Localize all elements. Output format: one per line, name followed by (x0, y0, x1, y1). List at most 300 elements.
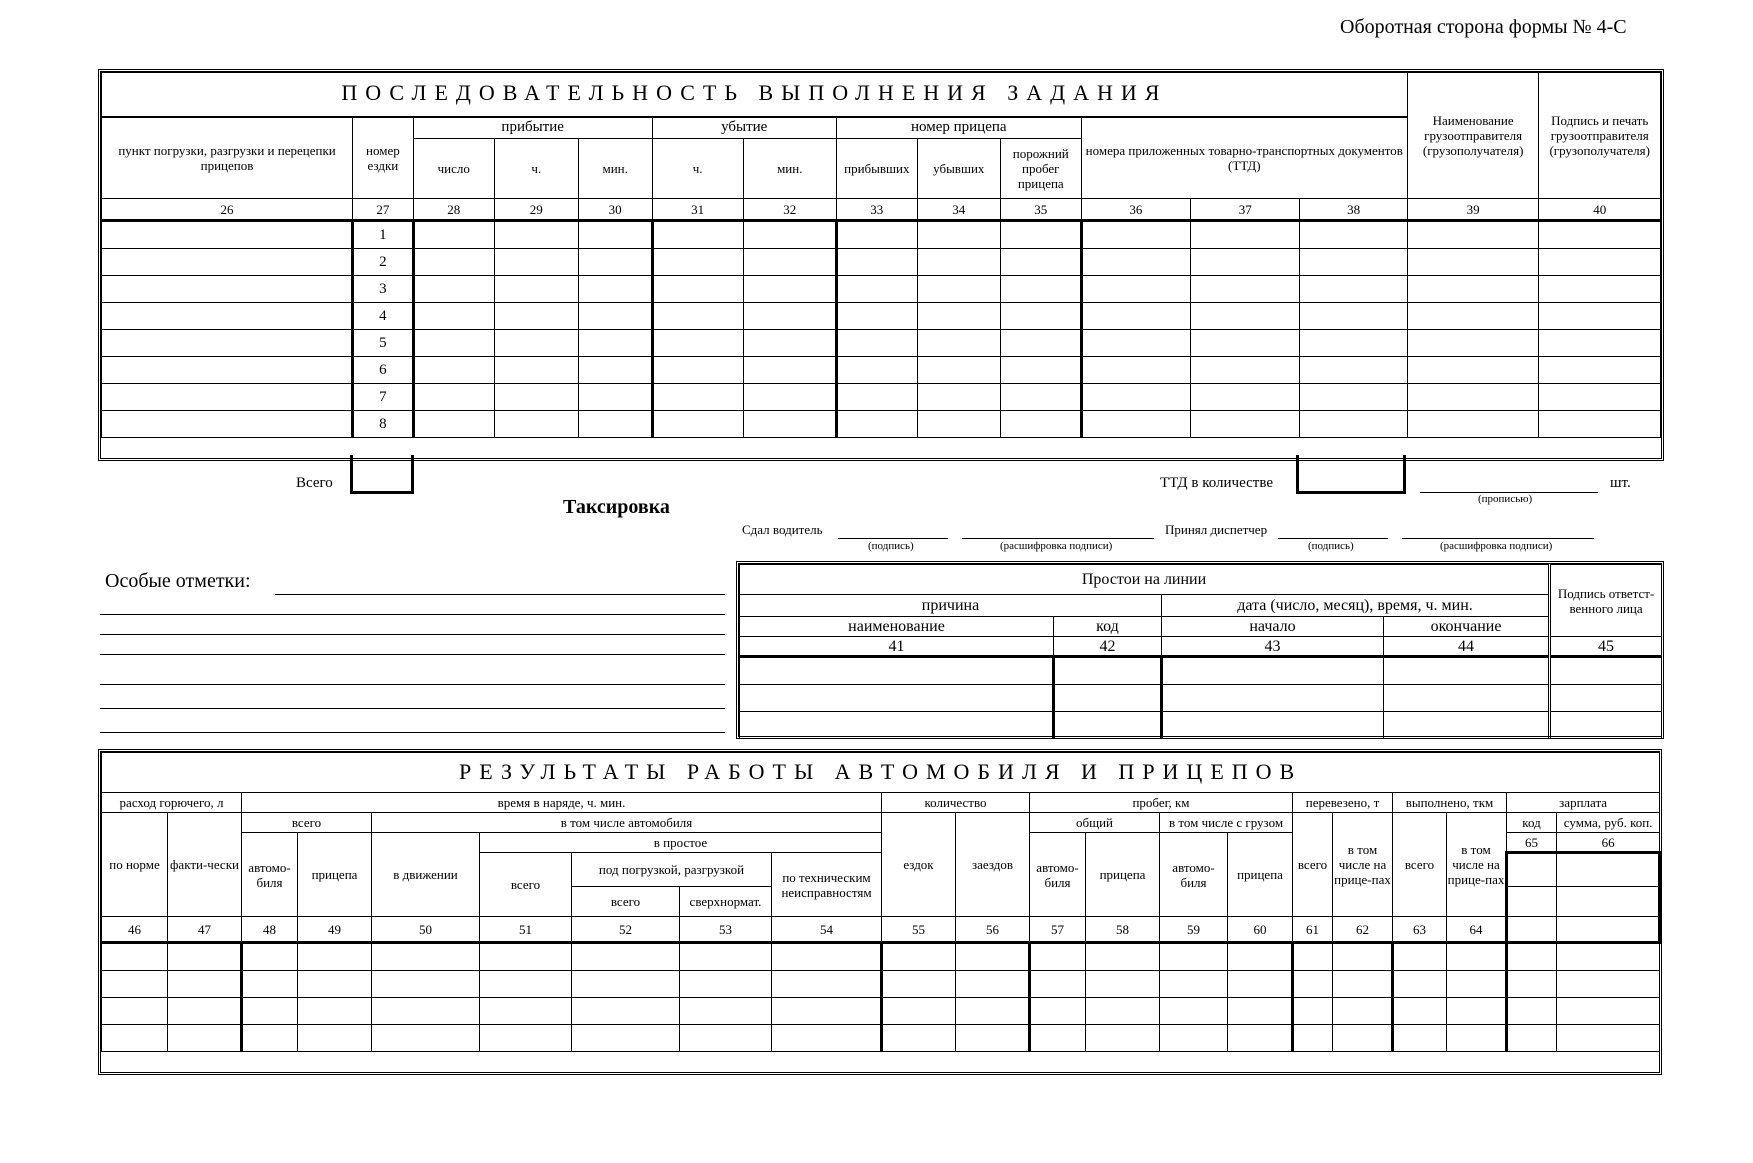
ttd-count-box[interactable] (1296, 455, 1406, 494)
input-cell[interactable] (743, 303, 836, 330)
input-cell[interactable] (413, 276, 494, 303)
input-cell[interactable] (652, 303, 743, 330)
input-cell[interactable] (743, 384, 836, 411)
input-cell[interactable] (882, 1025, 956, 1052)
input-cell[interactable] (413, 357, 494, 384)
duty-time-header: время в наряде, ч. мин. (242, 793, 882, 813)
input-cell[interactable] (102, 221, 353, 249)
special-notes-label: Особые отметки: (105, 570, 251, 592)
input-cell[interactable] (1407, 357, 1539, 384)
header-signature-stamp: Подпись и печать грузоотправителя (грузополучателя) (1539, 73, 1661, 199)
col-number: 66 (1557, 833, 1660, 853)
input-cell[interactable] (740, 685, 1054, 712)
input-cell[interactable] (1162, 657, 1384, 685)
input-cell[interactable] (298, 971, 372, 998)
input-cell[interactable] (480, 943, 572, 971)
table-row (102, 1025, 1660, 1052)
input-cell[interactable] (1081, 221, 1190, 249)
ttd-count-label: ТТД в количестве (1160, 475, 1273, 491)
input-cell[interactable] (1507, 1025, 1557, 1052)
input-cell[interactable] (882, 943, 956, 971)
header-departed: убывших (917, 139, 1000, 199)
input-cell[interactable] (1507, 917, 1557, 943)
input-cell[interactable] (413, 303, 494, 330)
input-cell[interactable] (1447, 971, 1507, 998)
input-cell[interactable] (836, 276, 917, 303)
reason-header: причина (740, 595, 1162, 617)
col-number: 64 (1447, 917, 1507, 943)
input-cell[interactable] (836, 357, 917, 384)
input-cell[interactable] (1191, 384, 1300, 411)
completed-trailers-header: в том числе на прице-пах (1447, 813, 1507, 917)
input-cell[interactable] (1162, 712, 1384, 739)
signature-decode-caption: (расшифровка подписи) (1440, 540, 1553, 552)
input-cell[interactable] (480, 1025, 572, 1052)
transported-trailers-header: в том числе на прице-пах (1333, 813, 1393, 917)
input-cell[interactable] (680, 943, 772, 971)
input-cell[interactable] (740, 712, 1054, 739)
col-number: 38 (1300, 199, 1407, 221)
input-cell[interactable] (1228, 1025, 1293, 1052)
input-cell[interactable] (298, 1025, 372, 1052)
input-cell[interactable] (1000, 411, 1081, 438)
input-cell[interactable] (1300, 303, 1407, 330)
mileage-vehicle-header: автомо-биля (1030, 833, 1086, 917)
input-cell[interactable] (743, 249, 836, 276)
input-cell[interactable] (917, 357, 1000, 384)
input-cell[interactable] (956, 1025, 1030, 1052)
signature-decode-caption: (расшифровка подписи) (1000, 540, 1113, 552)
input-cell[interactable] (572, 998, 680, 1025)
input-cell[interactable] (1407, 221, 1539, 249)
input-cell[interactable] (1333, 943, 1393, 971)
input-cell[interactable] (956, 971, 1030, 998)
input-cell[interactable] (572, 943, 680, 971)
input-cell[interactable] (494, 330, 578, 357)
input-cell[interactable] (242, 998, 298, 1025)
input-cell[interactable] (1557, 943, 1660, 971)
input-cell[interactable] (1507, 943, 1557, 971)
input-cell[interactable] (1333, 971, 1393, 998)
input-cell[interactable] (836, 303, 917, 330)
input-cell[interactable] (1191, 276, 1300, 303)
mileage-trailer-header: прицепа (1086, 833, 1160, 917)
input-cell[interactable] (1393, 998, 1447, 1025)
completed-header: выполнено, ткм (1393, 793, 1507, 813)
header-sender-name: Наименование грузоотправителя (грузополучателя) (1407, 73, 1539, 199)
notes-line[interactable] (100, 614, 725, 615)
input-cell[interactable] (1447, 943, 1507, 971)
input-cell[interactable] (1054, 657, 1162, 685)
input-cell[interactable] (102, 411, 353, 438)
input-cell[interactable] (102, 971, 168, 998)
task-sequence-title: ПОСЛЕДОВАТЕЛЬНОСТЬ ВЫПОЛНЕНИЯ ЗАДАНИЯ (341, 80, 1168, 106)
table-row (102, 276, 1661, 303)
input-cell[interactable] (1393, 943, 1447, 971)
input-cell[interactable] (168, 971, 242, 998)
header-hour: ч. (494, 139, 578, 199)
idle-total-header: всего (480, 853, 572, 917)
input-cell[interactable] (1081, 330, 1190, 357)
input-cell[interactable] (102, 330, 353, 357)
input-cell[interactable] (917, 249, 1000, 276)
input-cell[interactable] (1539, 221, 1661, 249)
table-row (102, 330, 1661, 357)
input-cell[interactable] (1000, 330, 1081, 357)
input-cell[interactable] (1030, 971, 1086, 998)
input-cell[interactable] (1333, 1025, 1393, 1052)
completed-total-header: всего (1393, 813, 1447, 917)
input-cell[interactable] (1191, 411, 1300, 438)
time-vehicle-header: в том числе автомобиля (372, 813, 882, 833)
input-cell[interactable] (1384, 712, 1550, 739)
input-cell[interactable] (1407, 276, 1539, 303)
header-trip-number: номер ездки (353, 117, 414, 199)
input-cell[interactable] (836, 330, 917, 357)
input-cell[interactable] (836, 384, 917, 411)
input-cell[interactable] (1384, 657, 1550, 685)
input-cell[interactable] (652, 357, 743, 384)
input-cell[interactable] (1086, 943, 1160, 971)
input-cell[interactable] (917, 221, 1000, 249)
signature-caption: (подпись) (868, 540, 914, 552)
input-cell[interactable] (1557, 853, 1660, 887)
col-number: 48 (242, 917, 298, 943)
input-cell[interactable] (1447, 1025, 1507, 1052)
results-title: РЕЗУЛЬТАТЫ РАБОТЫ АВТОМОБИЛЯ И ПРИЦЕПОВ (459, 758, 1303, 784)
input-cell[interactable] (772, 998, 882, 1025)
input-cell[interactable] (578, 276, 652, 303)
input-cell[interactable] (743, 411, 836, 438)
input-cell[interactable] (836, 249, 917, 276)
input-cell[interactable] (680, 1025, 772, 1052)
input-cell[interactable] (1300, 384, 1407, 411)
input-cell[interactable] (917, 411, 1000, 438)
input-cell[interactable] (1300, 330, 1407, 357)
input-cell[interactable] (680, 998, 772, 1025)
input-cell[interactable] (1081, 303, 1190, 330)
input-cell[interactable] (1081, 384, 1190, 411)
input-cell[interactable] (413, 221, 494, 249)
dispatcher-signature-line[interactable] (1278, 538, 1388, 539)
input-cell[interactable] (1300, 357, 1407, 384)
input-cell[interactable] (1550, 657, 1662, 685)
input-cell[interactable] (1228, 943, 1293, 971)
input-cell[interactable] (1384, 685, 1550, 712)
input-cell[interactable] (917, 384, 1000, 411)
input-cell[interactable] (836, 411, 917, 438)
col-number: 43 (1162, 637, 1384, 657)
input-cell[interactable] (1407, 330, 1539, 357)
col-number: 40 (1539, 199, 1661, 221)
input-cell[interactable] (168, 998, 242, 1025)
input-cell[interactable] (1081, 276, 1190, 303)
col-number: 51 (480, 917, 572, 943)
input-cell[interactable] (1407, 249, 1539, 276)
input-cell[interactable] (652, 221, 743, 249)
input-cell[interactable] (480, 998, 572, 1025)
input-cell[interactable] (578, 357, 652, 384)
input-cell[interactable] (652, 276, 743, 303)
notes-line[interactable] (100, 654, 725, 655)
col-number: 35 (1000, 199, 1081, 221)
input-cell[interactable] (1300, 249, 1407, 276)
input-cell[interactable] (298, 943, 372, 971)
input-cell[interactable] (480, 971, 572, 998)
input-cell[interactable] (578, 330, 652, 357)
input-cell[interactable] (578, 221, 652, 249)
input-cell[interactable] (578, 384, 652, 411)
dispatcher-received-label: Принял диспетчер (1165, 522, 1268, 537)
driver-handed-label: Сдал водитель (742, 522, 823, 537)
input-cell[interactable] (102, 249, 353, 276)
input-cell[interactable] (1191, 303, 1300, 330)
notes-line[interactable] (100, 684, 725, 685)
input-cell[interactable] (1539, 330, 1661, 357)
col-number: 41 (740, 637, 1054, 657)
input-cell[interactable] (242, 971, 298, 998)
table-row (102, 943, 1660, 971)
input-cell[interactable] (168, 1025, 242, 1052)
input-cell[interactable] (1081, 411, 1190, 438)
trips-count-header: ездок (882, 813, 956, 917)
input-cell[interactable] (494, 384, 578, 411)
input-cell[interactable] (578, 249, 652, 276)
input-cell[interactable] (572, 1025, 680, 1052)
input-cell[interactable] (494, 303, 578, 330)
input-cell[interactable] (1081, 249, 1190, 276)
input-cell[interactable] (494, 249, 578, 276)
input-cell[interactable] (494, 411, 578, 438)
driver-name-line[interactable] (962, 538, 1154, 539)
trip-number: 5 (353, 330, 414, 357)
input-cell[interactable] (494, 221, 578, 249)
input-cell[interactable] (743, 357, 836, 384)
dispatcher-name-line[interactable] (1402, 538, 1594, 539)
input-cell[interactable] (1293, 943, 1333, 971)
loaded-trailer-header: прицепа (1228, 833, 1293, 917)
time-total-header: всего (242, 813, 372, 833)
input-cell[interactable] (1550, 712, 1662, 739)
input-cell[interactable] (572, 971, 680, 998)
input-cell[interactable] (1000, 384, 1081, 411)
input-cell[interactable] (242, 943, 298, 971)
table-row (740, 712, 1662, 739)
table-row (102, 411, 1661, 438)
input-cell[interactable] (1557, 1025, 1660, 1052)
input-cell[interactable] (956, 998, 1030, 1025)
input-cell[interactable] (298, 998, 372, 1025)
input-cell[interactable] (102, 276, 353, 303)
transported-total-header: всего (1293, 813, 1333, 917)
input-cell[interactable] (102, 357, 353, 384)
loading-overnorm-header: сверхнормат. (680, 887, 772, 917)
col-number: 60 (1228, 917, 1293, 943)
input-cell[interactable] (772, 943, 882, 971)
input-cell[interactable] (1333, 998, 1393, 1025)
mileage-total-header: общий (1030, 813, 1160, 833)
input-cell[interactable] (1407, 303, 1539, 330)
input-cell[interactable] (1393, 1025, 1447, 1052)
input-cell[interactable] (1293, 1025, 1333, 1052)
input-cell[interactable] (1507, 998, 1557, 1025)
input-cell[interactable] (1293, 998, 1333, 1025)
downtime-table (736, 561, 1664, 739)
input-cell[interactable] (1191, 249, 1300, 276)
input-cell[interactable] (917, 330, 1000, 357)
input-cell[interactable] (1160, 971, 1228, 998)
col-number: 46 (102, 917, 168, 943)
input-cell[interactable] (743, 221, 836, 249)
input-cell[interactable] (1160, 1025, 1228, 1052)
input-cell[interactable] (743, 276, 836, 303)
fuel-actual-header: факти-чески (168, 813, 242, 917)
input-cell[interactable] (1000, 276, 1081, 303)
input-cell[interactable] (1557, 917, 1660, 943)
input-cell[interactable] (1030, 943, 1086, 971)
input-cell[interactable] (413, 411, 494, 438)
col-number: 36 (1081, 199, 1190, 221)
loading-total-header: всего (572, 887, 680, 917)
input-cell[interactable] (1557, 887, 1660, 917)
input-cell[interactable] (1539, 249, 1661, 276)
input-cell[interactable] (1228, 998, 1293, 1025)
header-empty-run: порожний пробег прицепа (1000, 139, 1081, 199)
input-cell[interactable] (494, 276, 578, 303)
col-number: 37 (1191, 199, 1300, 221)
input-cell[interactable] (413, 330, 494, 357)
input-cell[interactable] (1191, 221, 1300, 249)
input-cell[interactable] (956, 943, 1030, 971)
input-cell[interactable] (1228, 971, 1293, 998)
input-cell[interactable] (1191, 357, 1300, 384)
input-cell[interactable] (680, 971, 772, 998)
input-cell[interactable] (1539, 384, 1661, 411)
input-cell[interactable] (917, 276, 1000, 303)
input-cell[interactable] (102, 998, 168, 1025)
input-cell[interactable] (1300, 411, 1407, 438)
input-cell[interactable] (1539, 303, 1661, 330)
salary-sum-header: сумма, руб. коп. (1557, 813, 1660, 833)
input-cell[interactable] (1507, 853, 1557, 887)
trip-number: 7 (353, 384, 414, 411)
header-hour2: ч. (652, 139, 743, 199)
notes-line[interactable] (100, 634, 725, 635)
input-cell[interactable] (652, 384, 743, 411)
input-cell[interactable] (102, 943, 168, 971)
input-cell[interactable] (1557, 971, 1660, 998)
fuel-norm-header: по норме (102, 813, 168, 917)
input-cell[interactable] (372, 1025, 480, 1052)
input-cell[interactable] (652, 249, 743, 276)
input-cell[interactable] (372, 971, 480, 998)
input-cell[interactable] (1054, 712, 1162, 739)
input-cell[interactable] (1081, 357, 1190, 384)
input-cell[interactable] (772, 971, 882, 998)
input-cell[interactable] (1054, 685, 1162, 712)
input-cell[interactable] (652, 411, 743, 438)
input-cell[interactable] (1407, 411, 1539, 438)
taxation-title: Таксировка (563, 496, 670, 518)
input-cell[interactable] (882, 971, 956, 998)
col-number: 52 (572, 917, 680, 943)
header-day: число (413, 139, 494, 199)
trip-number: 2 (353, 249, 414, 276)
input-cell[interactable] (1293, 971, 1333, 998)
input-cell[interactable] (1030, 1025, 1086, 1052)
input-cell[interactable] (1539, 411, 1661, 438)
input-cell[interactable] (578, 411, 652, 438)
input-cell[interactable] (1550, 685, 1662, 712)
input-cell[interactable] (168, 943, 242, 971)
input-cell[interactable] (1539, 357, 1661, 384)
input-cell[interactable] (1191, 330, 1300, 357)
input-cell[interactable] (1160, 998, 1228, 1025)
table-row (740, 657, 1662, 685)
input-cell[interactable] (1086, 971, 1160, 998)
input-cell[interactable] (1393, 971, 1447, 998)
input-cell[interactable] (1407, 384, 1539, 411)
input-cell[interactable] (652, 330, 743, 357)
input-cell[interactable] (413, 384, 494, 411)
input-cell[interactable] (242, 1025, 298, 1052)
input-cell[interactable] (1507, 971, 1557, 998)
notes-line[interactable] (100, 708, 725, 709)
input-cell[interactable] (372, 998, 480, 1025)
input-cell[interactable] (102, 384, 353, 411)
input-cell[interactable] (1000, 221, 1081, 249)
input-cell[interactable] (1030, 998, 1086, 1025)
input-cell[interactable] (413, 249, 494, 276)
input-cell[interactable] (1300, 276, 1407, 303)
input-cell[interactable] (1300, 221, 1407, 249)
input-cell[interactable] (578, 303, 652, 330)
notes-line[interactable] (275, 594, 725, 595)
input-cell[interactable] (1000, 357, 1081, 384)
driver-signature-line[interactable] (838, 538, 948, 539)
input-cell[interactable] (372, 943, 480, 971)
input-cell[interactable] (1000, 303, 1081, 330)
input-cell[interactable] (1507, 887, 1557, 917)
input-cell[interactable] (102, 1025, 168, 1052)
col-number: 27 (353, 199, 414, 221)
input-cell[interactable] (1162, 685, 1384, 712)
header-point: пункт погрузки, разгрузки и перецепки прицепов (102, 117, 353, 199)
input-cell[interactable] (743, 330, 836, 357)
input-cell[interactable] (1000, 249, 1081, 276)
input-cell[interactable] (1160, 943, 1228, 971)
input-cell[interactable] (882, 998, 956, 1025)
input-cell[interactable] (102, 303, 353, 330)
time-moving-header: в движении (372, 833, 480, 917)
notes-line[interactable] (100, 732, 725, 733)
input-cell[interactable] (917, 303, 1000, 330)
input-cell[interactable] (1447, 998, 1507, 1025)
total-trips-box[interactable] (350, 455, 414, 494)
input-cell[interactable] (772, 1025, 882, 1052)
header-min: мин. (578, 139, 652, 199)
input-cell[interactable] (740, 657, 1054, 685)
col-number: 53 (680, 917, 772, 943)
col-number: 34 (917, 199, 1000, 221)
input-cell[interactable] (1557, 998, 1660, 1025)
input-cell[interactable] (836, 221, 917, 249)
col-number: 42 (1054, 637, 1162, 657)
input-cell[interactable] (1086, 1025, 1160, 1052)
input-cell[interactable] (494, 357, 578, 384)
input-cell[interactable] (1539, 276, 1661, 303)
input-cell[interactable] (1086, 998, 1160, 1025)
